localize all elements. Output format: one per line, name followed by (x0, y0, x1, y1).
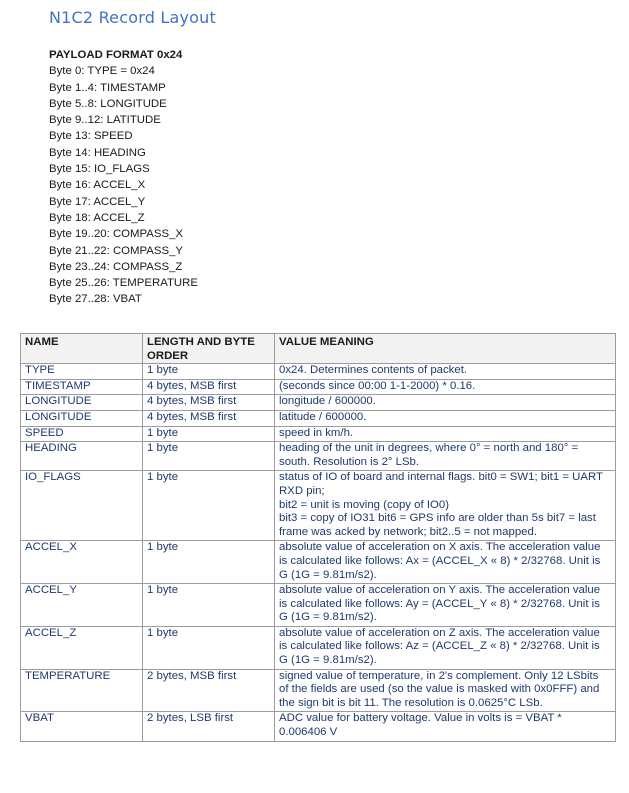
table-row (21, 541, 616, 584)
cell-meaning: absolute value of acceleration on Z axis. The acceleration value is calculated like follows: Az = (ACCEL_Z « 8) * 2/32768. Unit is G (1G = 9.81m/s2). (275, 626, 616, 669)
cell-meaning: latitude / 600000. (275, 410, 616, 426)
cell-length: 2 bytes, MSB first (143, 669, 275, 712)
cell-length: 1 byte (143, 364, 275, 380)
table-row (21, 626, 616, 669)
table-row (21, 669, 616, 712)
cell-meaning: ADC value for battery voltage. Value in volts is = VBAT * 0.006406 V (275, 712, 616, 741)
header-meaning: VALUE MEANING (275, 334, 616, 364)
cell-name: TYPE (21, 364, 143, 380)
cell-meaning: (seconds since 00:00 1-1-2000) * 0.16. (275, 379, 616, 395)
cell-length: 1 byte (143, 471, 275, 541)
cell-meaning: absolute value of acceleration on Y axis. The acceleration value is calculated like follows: Ay = (ACCEL_Y « 8) * 2/32768. Unit is G (1G = 9.81m/s2). (275, 584, 616, 627)
cell-length: 1 byte (143, 426, 275, 442)
header-name: NAME (21, 334, 143, 364)
cell-length: 2 bytes, LSB first (143, 712, 275, 741)
cell-name: SPEED (21, 426, 143, 442)
cell-meaning: heading of the unit in degrees, where 0° = north and 180° = south. Resolution is 2° LSb. (275, 442, 616, 471)
payload-format-section (49, 47, 198, 308)
cell-name: ACCEL_Y (21, 584, 143, 627)
cell-meaning: speed in km/h. (275, 426, 616, 442)
cell-meaning: signed value of temperature, in 2's complement. Only 12 LSbits of the fields are used (so the value is masked with 0x0FFF) and the sign bit is bit 11. The resolution is 0.0625°C LSb. (275, 669, 616, 712)
cell-name: LONGITUDE (21, 410, 143, 426)
cell-name: TEMPERATURE (21, 669, 143, 712)
cell-length: 4 bytes, MSB first (143, 395, 275, 411)
payload-line: Byte 27..28: VBAT (49, 293, 142, 306)
table-row (21, 712, 616, 741)
payload-line: Byte 25..26: TEMPERATURE (49, 277, 198, 290)
payload-line: Byte 18: ACCEL_Z (49, 211, 145, 224)
cell-name: VBAT (21, 712, 143, 741)
table-header-row (21, 334, 616, 364)
cell-length: 1 byte (143, 626, 275, 669)
cell-meaning: absolute value of acceleration on X axis. The acceleration value is calculated like follows: Ax = (ACCEL_X « 8) * 2/32768. Unit is G (1G = 9.81m/s2). (275, 541, 616, 584)
header-length: LENGTH AND BYTE ORDER (143, 334, 275, 364)
payload-line: Byte 9..12: LATITUDE (49, 114, 161, 127)
payload-line: Byte 14: HEADING (49, 146, 146, 159)
table-row (21, 379, 616, 395)
table-row (21, 426, 616, 442)
cell-length: 4 bytes, MSB first (143, 410, 275, 426)
cell-name: TIMESTAMP (21, 379, 143, 395)
table-row (21, 471, 616, 541)
cell-name: LONGITUDE (21, 395, 143, 411)
record-layout-table (20, 333, 616, 742)
cell-name: ACCEL_X (21, 541, 143, 584)
payload-line: Byte 21..22: COMPASS_Y (49, 244, 184, 257)
table-row (21, 442, 616, 471)
cell-length: 4 bytes, MSB first (143, 379, 275, 395)
cell-meaning: longitude / 600000. (275, 395, 616, 411)
cell-name: HEADING (21, 442, 143, 471)
cell-name: IO_FLAGS (21, 471, 143, 541)
table-row (21, 364, 616, 380)
payload-line: Byte 19..20: COMPASS_X (49, 228, 184, 241)
payload-line: Byte 15: IO_FLAGS (49, 163, 150, 176)
payload-line: Byte 0: TYPE = 0x24 (49, 65, 155, 78)
payload-line: Byte 1..4: TIMESTAMP (49, 81, 166, 94)
page-title: N1C2 Record Layout (49, 8, 216, 27)
cell-length: 1 byte (143, 541, 275, 584)
cell-name: ACCEL_Z (21, 626, 143, 669)
table-row (21, 584, 616, 627)
cell-length: 1 byte (143, 442, 275, 471)
payload-line: Byte 13: SPEED (49, 130, 133, 143)
payload-line: Byte 16: ACCEL_X (49, 179, 146, 192)
cell-meaning: status of IO of board and internal flags. bit0 = SW1; bit1 = UART RXD pin; bit2 = unit is moving (copy of IO0) bit3 = copy of IO31 bit6 = GPS info are older than 5s bit7 = last frame was acked by network; bit2..5 = not mapped. (275, 471, 616, 541)
cell-length: 1 byte (143, 584, 275, 627)
payload-line: Byte 5..8: LONGITUDE (49, 97, 167, 110)
payload-line: Byte 23..24: COMPASS_Z (49, 260, 183, 273)
payload-heading: PAYLOAD FORMAT 0x24 (49, 49, 183, 61)
cell-meaning: 0x24. Determines contents of packet. (275, 364, 616, 380)
payload-line: Byte 17: ACCEL_Y (49, 195, 146, 208)
table-row (21, 395, 616, 411)
table-row (21, 410, 616, 426)
